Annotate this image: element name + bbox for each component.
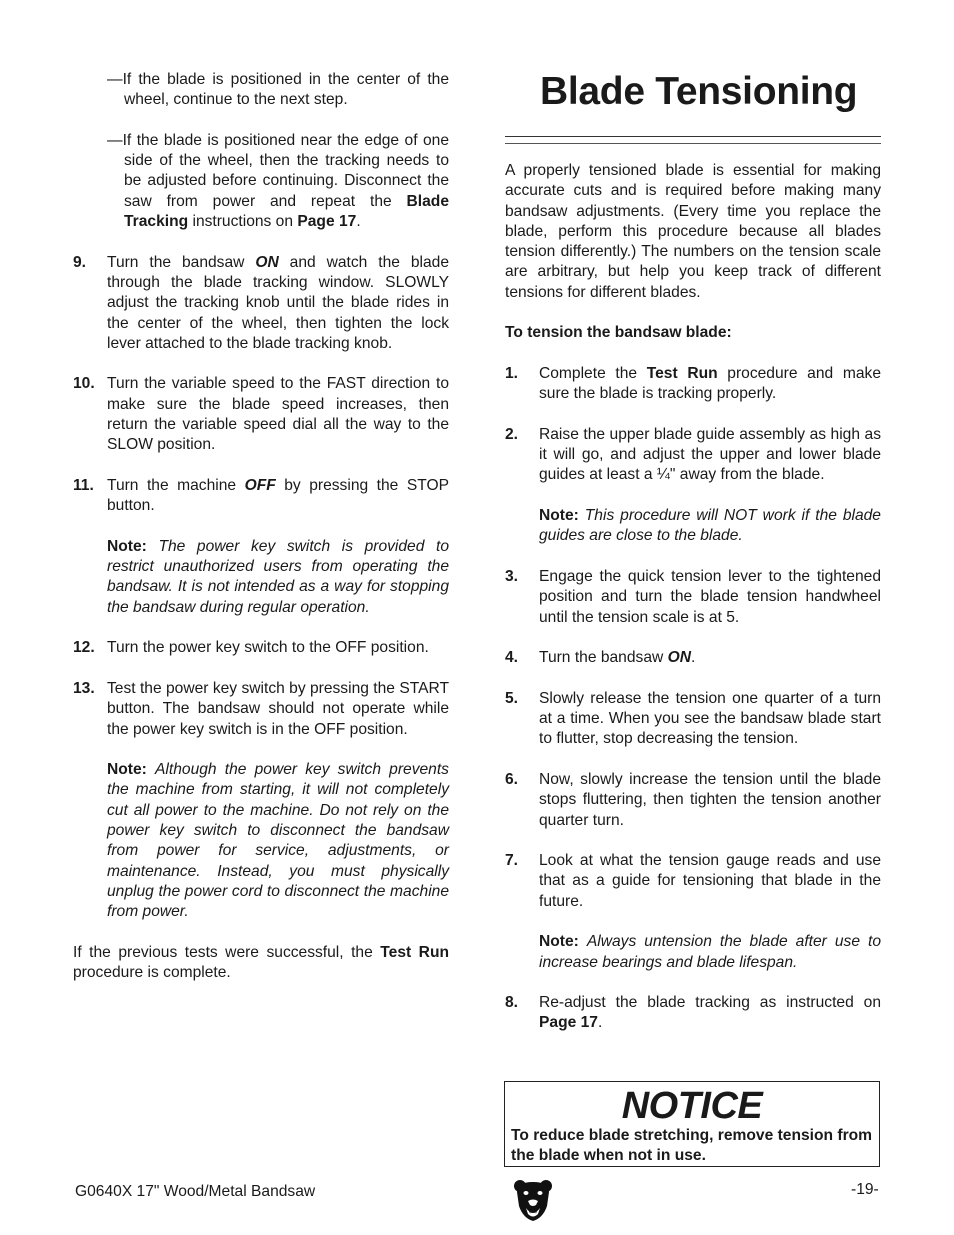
- notice-title: NOTICE: [621, 1085, 763, 1127]
- notice-message: To reduce blade stretching, remove tension from the blade when not in use.: [511, 1127, 873, 1165]
- step-number: 10.: [73, 375, 95, 393]
- step-number: 13.: [73, 679, 95, 697]
- step-number: 5.: [505, 689, 519, 707]
- step-number: 7.: [505, 852, 519, 870]
- step-3: 3. Engage the quick tension lever to the tightened position and turn the blade tension handwheel until the tension scale is at 5.: [505, 567, 881, 626]
- step-number: 1.: [505, 364, 519, 382]
- step-number: 12.: [73, 639, 95, 657]
- right-column: [505, 70, 881, 1034]
- test-run-complete: If the previous tests were successful, the Test Run procedure is complete.: [73, 943, 449, 982]
- step-10: 10. Turn the variable speed to the FAST direction to make sure the blade speed increases, then return the variable speed dial all the way to the SLOW position.: [73, 375, 449, 454]
- step-number: 6.: [505, 770, 519, 788]
- step-number: 2.: [505, 425, 519, 443]
- note-untension: Note: Always untension the blade after use to increase bearings and blade lifespan.: [539, 933, 881, 971]
- step-11: 11. Turn the machine OFF by pressing the STOP button.: [73, 476, 449, 515]
- step-1: 1. Complete the Test Run procedure and make sure the blade is tracking properly.: [505, 364, 881, 403]
- page-number: -19-: [851, 1181, 879, 1198]
- step-12: 12. Turn the power key switch to the OFF position.: [73, 638, 449, 658]
- section-title: Blade Tensioning: [540, 70, 858, 113]
- step-4: 4. Turn the bandsaw ON.: [505, 648, 881, 668]
- step-number: 11.: [73, 476, 94, 494]
- dash-item-edge: —If the blade is positioned near the edge of one side of the wheel, then the tracking needs to be adjusted before continuing. Disconnect the saw from power and repeat the Blade Tracking instructions on Page 17.: [107, 131, 449, 231]
- notice-box: [504, 1081, 880, 1167]
- title-rule-top: [505, 136, 881, 137]
- note-power-key: Note: The power key switch is provided to restrict unauthorized users from operating the bandsaw. It is not intended as a way for stopping the bandsaw during regular operation.: [107, 537, 449, 616]
- bear-head-icon: [513, 1178, 553, 1222]
- dash-item-center: —If the blade is positioned in the center of the wheel, continue to the next step.: [107, 71, 449, 109]
- step-8: 8. Re-adjust the blade tracking as instructed on Page 17.: [505, 994, 881, 1032]
- step-number: 8.: [505, 994, 519, 1012]
- step-6: 6. Now, slowly increase the tension until the blade stops fluttering, then tighten the tension another quarter turn.: [505, 770, 881, 829]
- left-column: [73, 70, 449, 983]
- note-blade-guides: Note: This procedure will NOT work if the blade guides are close to the blade.: [539, 507, 881, 545]
- footer-model: G0640X 17" Wood/Metal Bandsaw: [75, 1183, 316, 1200]
- step-5: 5. Slowly release the tension one quarter of a turn at a time. When you see the bandsaw blade start to flutter, stop decreasing the tension.: [505, 689, 881, 748]
- procedure-subhead: To tension the bandsaw blade:: [505, 324, 732, 342]
- intro-paragraph: A properly tensioned blade is essential for making accurate cuts and is required before making many bandsaw adjustments. (Every time you replace the blade, perform this procedure because all blades tension differently.) The numbers on the tension scale are arbitrary, but help you keep track of different tensions for different blades.: [505, 162, 881, 301]
- step-13: 13. Test the power key switch by pressing the START button. The bandsaw should not operate while the power key switch is in the OFF position.: [73, 679, 449, 738]
- step-number: 3.: [505, 567, 519, 585]
- step-number: 4.: [505, 649, 519, 667]
- step-2: 2. Raise the upper blade guide assembly as high as it will go, and adjust the upper and lower blade guides at least a ¼" away from the blade.: [505, 425, 881, 484]
- step-9: 9. Turn the bandsaw ON and watch the blade through the blade tracking window. SLOWLY adjust the tracking knob until the blade rides in the center of the wheel, then tighten the lock lever attached to the blade tracking knob.: [73, 253, 449, 352]
- step-number: 9.: [73, 253, 87, 271]
- step-7: 7. Look at what the tension gauge reads and use that as a guide for tensioning that blade in the future.: [505, 852, 881, 910]
- note-unplug: Note: Although the power key switch prevents the machine from starting, it will not completely cut all power to the machine. Do not rely on the power key switch to disconnect the bandsaw from power for service, adjustments, or maintenance. Instead, you must physically unplug the power cord to disconnect the machine from power.: [107, 761, 449, 921]
